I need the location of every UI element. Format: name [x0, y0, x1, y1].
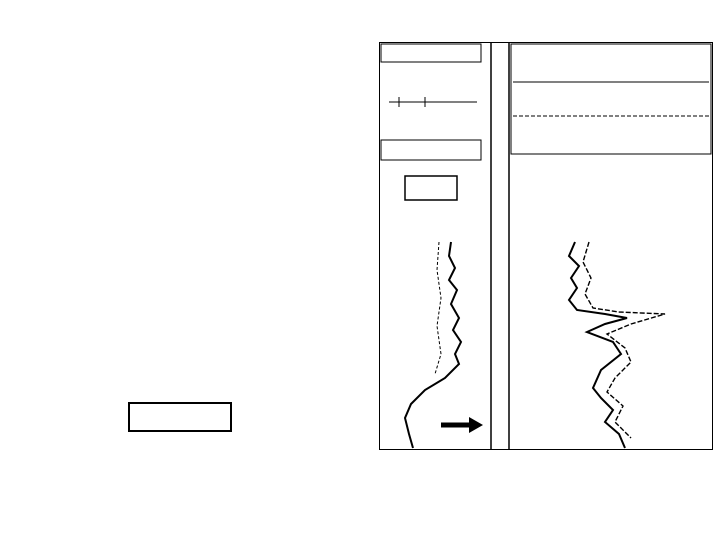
bullet-list [5, 52, 367, 57]
sp-header-box [381, 44, 481, 62]
resistivity-header-box [511, 44, 711, 154]
well-log-figure [379, 42, 713, 450]
figure-label [128, 402, 232, 432]
sp-mid-box [381, 140, 481, 160]
